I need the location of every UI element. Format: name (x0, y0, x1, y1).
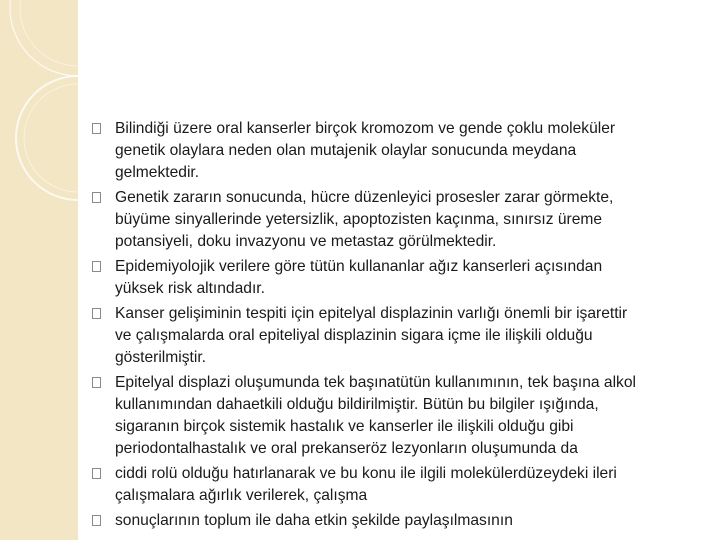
bullet-list (92, 118, 720, 536)
bullet-text-line: potansiyeli, doku invazyonu ve metastaz görülmektedir. (115, 232, 497, 250)
bullet-marker-icon (92, 515, 101, 526)
decorative-circles-graphic (0, 0, 78, 540)
bullet-text-line: sigaranın birçok sistemik hastalık ve kanserler ile ilişkili olduğu gibi (115, 417, 574, 435)
bullet-text-line: gelmektedir. (115, 163, 200, 181)
bullet-marker-icon (92, 377, 101, 388)
bullet-text-line: çalışmalara ağırlık verilerek, çalışma (115, 486, 368, 504)
bullet-marker-icon (92, 192, 101, 203)
bullet-text-line: periodontalhastalık ve oral prekanseröz lezyonların oluşumunda da (115, 439, 578, 457)
bullet-text-line: gösterilmiştir. (115, 348, 206, 366)
decorative-sidebar (0, 0, 78, 540)
bullet-item-1 (92, 118, 720, 183)
bullet-item-7 (92, 510, 720, 532)
bullet-text-line: ciddi rolü olduğu hatırlanarak ve bu konu ile ilgili molekülerdüzeydeki ileri (115, 464, 617, 482)
bullet-text-line: Bilindiği üzere oral kanserler birçok kromozom ve gende çoklu moleküler (115, 120, 616, 137)
bullet-text-line: ve çalışmalarda oral epiteliyal displazinin sigara içme ile ilişkili olduğu (115, 326, 593, 344)
bullet-text-line: kullanımından dahaetkili olduğu bildirilmiştir. Bütün bu bilgiler ışığında, (115, 395, 599, 413)
bullet-text-line: Genetik zararın sonucunda, hücre düzenleyici prosesler zarar görmekte, (115, 188, 614, 206)
bullet-item-3 (92, 256, 720, 300)
bullet-text-line: Epitelyal displazi oluşumunda tek başınatütün kullanımının, tek başına alkol (115, 374, 636, 392)
bullet-text-line: Kanser gelişiminin tespiti için epitelyal displazinin varlığı önemli bir işarettir (115, 305, 628, 323)
bullet-marker-icon (92, 308, 101, 319)
bullet-item-6 (92, 463, 720, 507)
bullet-item-4 (92, 303, 720, 368)
bullet-marker-icon (92, 123, 101, 134)
bullet-marker-icon (92, 261, 101, 272)
bullet-text-line: Epidemiyolojik verilere göre tütün kullananlar ağız kanserleri açısından (115, 257, 603, 275)
bullet-text-line: sonuçlarının toplum ile daha etkin şekilde paylaşılmasının (115, 512, 513, 530)
bullet-marker-icon (92, 468, 101, 479)
bullet-text-line: yüksek risk altındadır. (115, 279, 265, 297)
bullet-text-line: genetik olaylara neden olan mutajenik olaylar sonucunda meydana (115, 141, 577, 159)
bullet-text-line: büyüme sinyallerinde yetersizlik, apoptozisten kaçınma, sınırsız üreme (115, 210, 603, 228)
bullet-item-2 (92, 187, 720, 252)
bullet-item-5 (92, 372, 720, 459)
